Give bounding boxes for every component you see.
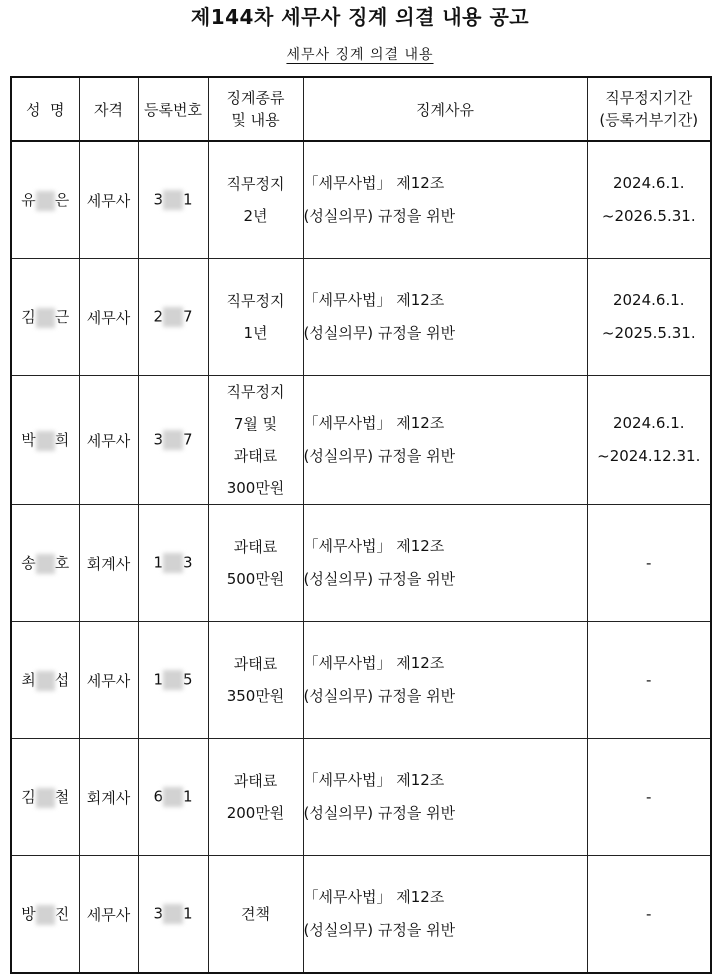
reason-line: 「세무사법」 제12조 <box>303 174 445 192</box>
type-line: 직무정지 <box>226 292 285 310</box>
reason-line: 「세무사법」 제12조 <box>303 537 445 555</box>
cell-type <box>208 141 303 259</box>
cell-name <box>11 505 79 622</box>
table-header-row <box>11 77 711 141</box>
cell-type <box>208 739 303 856</box>
redacted-name-mark <box>36 554 55 574</box>
table-row <box>11 505 711 622</box>
reason-line: (성실의무) 규정을 위반 <box>303 804 456 822</box>
cell-name <box>11 856 79 974</box>
reason-line: 「세무사법」 제12조 <box>303 771 445 789</box>
name-first-char: 송 <box>21 554 36 573</box>
cell-reason <box>303 739 587 856</box>
cell-qualification <box>79 141 138 259</box>
header-type-line1: 징계종류 <box>226 89 285 107</box>
header-qualification <box>79 77 138 141</box>
cell-name <box>11 141 79 259</box>
reg-first-digit: 1 <box>153 670 163 689</box>
table-row <box>11 376 711 505</box>
reg-last-digit: 7 <box>183 307 193 326</box>
redacted-name-mark <box>36 788 55 808</box>
cell-name <box>11 739 79 856</box>
header-reason-label: 징계사유 <box>416 100 474 119</box>
cell-name <box>11 622 79 739</box>
cell-registration <box>138 376 208 505</box>
cell-qualification <box>79 739 138 856</box>
period-line: 2024.6.1. <box>612 414 685 432</box>
redacted-name-mark <box>36 905 55 925</box>
period-line: ~2026.5.31. <box>601 207 696 225</box>
cell-period <box>587 259 711 376</box>
header-period <box>587 77 711 141</box>
type-line: 500만원 <box>226 570 285 588</box>
redacted-name-mark <box>36 431 55 451</box>
period-line: - <box>646 904 652 923</box>
cell-registration <box>138 141 208 259</box>
reason-line: (성실의무) 규정을 위반 <box>303 447 456 465</box>
cell-reason <box>303 259 587 376</box>
reason-line: 「세무사법」 제12조 <box>303 654 445 672</box>
period-line: ~2024.12.31. <box>597 447 701 465</box>
type-line: 300만원 <box>226 479 285 497</box>
reg-last-digit: 1 <box>183 190 193 209</box>
cell-name <box>11 259 79 376</box>
header-name-label: 성 명 <box>25 100 65 119</box>
name-first-char: 최 <box>21 671 36 690</box>
name-last-char: 섭 <box>54 671 70 690</box>
table-row <box>11 259 711 376</box>
header-reason <box>303 77 587 141</box>
cell-registration <box>138 622 208 739</box>
name-first-char: 유 <box>21 191 36 210</box>
reg-last-digit: 1 <box>183 904 193 923</box>
redacted-reg-mark <box>163 553 183 573</box>
cell-period <box>587 856 711 974</box>
cell-period <box>587 141 711 259</box>
period-line: ~2025.5.31. <box>601 324 696 342</box>
redacted-reg-mark <box>163 307 183 327</box>
type-line: 직무정지 <box>226 175 285 193</box>
reason-line: 「세무사법」 제12조 <box>303 888 445 906</box>
redacted-reg-mark <box>163 904 183 924</box>
reason-line: (성실의무) 규정을 위반 <box>303 921 456 939</box>
reg-first-digit: 3 <box>153 430 163 449</box>
cell-type <box>208 259 303 376</box>
reg-last-digit: 7 <box>183 430 193 449</box>
period-line: 2024.6.1. <box>612 291 685 309</box>
cell-period <box>587 376 711 505</box>
type-line: 과태료 <box>233 772 278 790</box>
cell-registration <box>138 856 208 974</box>
type-line: 견책 <box>241 905 270 923</box>
type-line: 1년 <box>243 324 268 342</box>
period-line: - <box>646 787 652 806</box>
header-period-line1: 직무정지기간 <box>605 89 693 107</box>
cell-type <box>208 376 303 505</box>
cell-type <box>208 622 303 739</box>
reason-line: (성실의무) 규정을 위반 <box>303 324 456 342</box>
header-name <box>11 77 79 141</box>
name-last-char: 철 <box>54 788 70 807</box>
table-row <box>11 622 711 739</box>
type-line: 2년 <box>243 207 268 225</box>
cell-period <box>587 622 711 739</box>
page-subtitle <box>0 44 720 64</box>
period-line: - <box>646 553 652 572</box>
period-line: - <box>646 670 652 689</box>
reg-first-digit: 3 <box>153 904 163 923</box>
reg-last-digit: 1 <box>183 787 193 806</box>
type-line: 7월 및 <box>233 415 278 433</box>
cell-reason <box>303 622 587 739</box>
cell-name <box>11 376 79 505</box>
reg-first-digit: 2 <box>153 307 163 326</box>
name-last-char: 진 <box>54 905 70 924</box>
cell-qualification <box>79 622 138 739</box>
header-period-line2: (등록거부기간) <box>599 111 699 129</box>
type-line: 과태료 <box>233 655 278 673</box>
redacted-reg-mark <box>163 670 183 690</box>
reg-first-digit: 3 <box>153 190 163 209</box>
page-title: 제144차 세무사 징계 의결 내용 공고 <box>190 5 530 29</box>
name-first-char: 박 <box>21 431 36 450</box>
cell-registration <box>138 739 208 856</box>
reg-first-digit: 1 <box>153 553 163 572</box>
redacted-name-mark <box>36 191 55 211</box>
cell-qualification <box>79 856 138 974</box>
reason-line: (성실의무) 규정을 위반 <box>303 687 456 705</box>
cell-qualification <box>79 505 138 622</box>
period-line: 2024.6.1. <box>612 174 685 192</box>
header-registration <box>138 77 208 141</box>
reason-line: 「세무사법」 제12조 <box>303 291 445 309</box>
name-first-char: 방 <box>21 905 36 924</box>
redacted-reg-mark <box>163 430 183 450</box>
reg-last-digit: 3 <box>183 553 193 572</box>
cell-period <box>587 505 711 622</box>
cell-period <box>587 739 711 856</box>
reg-last-digit: 5 <box>183 670 193 689</box>
qualification-text: 세무사 <box>86 191 131 210</box>
cell-reason <box>303 856 587 974</box>
qualification-text: 회계사 <box>86 788 131 807</box>
cell-registration <box>138 259 208 376</box>
table-row <box>11 856 711 974</box>
cell-qualification <box>79 259 138 376</box>
subtitle-text: 세무사 징계 의결 내용 <box>286 47 434 63</box>
cell-type <box>208 505 303 622</box>
type-line: 과태료 <box>233 538 278 556</box>
name-first-char: 김 <box>21 308 36 327</box>
qualification-text: 회계사 <box>86 554 131 573</box>
reason-line: 「세무사법」 제12조 <box>303 414 445 432</box>
type-line: 200만원 <box>226 804 285 822</box>
name-first-char: 김 <box>21 788 36 807</box>
redacted-name-mark <box>36 308 55 328</box>
name-last-char: 희 <box>54 431 70 450</box>
header-type-line2: 및 내용 <box>231 111 280 129</box>
cell-reason <box>303 505 587 622</box>
name-last-char: 근 <box>54 308 70 327</box>
redacted-name-mark <box>36 671 55 691</box>
header-type <box>208 77 303 141</box>
reason-line: (성실의무) 규정을 위반 <box>303 207 456 225</box>
redacted-reg-mark <box>163 787 183 807</box>
header-registration-label: 등록번호 <box>144 100 202 119</box>
header-qualification-label: 자격 <box>94 100 123 119</box>
cell-reason <box>303 141 587 259</box>
type-line: 직무정지 <box>226 383 285 401</box>
disciplinary-table <box>10 76 712 974</box>
table-row <box>11 739 711 856</box>
cell-type <box>208 856 303 974</box>
reason-line: (성실의무) 규정을 위반 <box>303 570 456 588</box>
qualification-text: 세무사 <box>86 431 131 450</box>
reg-first-digit: 6 <box>153 787 163 806</box>
qualification-text: 세무사 <box>86 905 131 924</box>
cell-registration <box>138 505 208 622</box>
type-line: 과태료 <box>233 447 278 465</box>
cell-qualification <box>79 376 138 505</box>
table-row <box>11 141 711 259</box>
cell-reason <box>303 376 587 505</box>
type-line: 350만원 <box>226 687 285 705</box>
name-last-char: 호 <box>54 554 70 573</box>
redacted-reg-mark <box>163 190 183 210</box>
name-last-char: 은 <box>54 191 70 210</box>
qualification-text: 세무사 <box>86 308 131 327</box>
qualification-text: 세무사 <box>86 671 131 690</box>
